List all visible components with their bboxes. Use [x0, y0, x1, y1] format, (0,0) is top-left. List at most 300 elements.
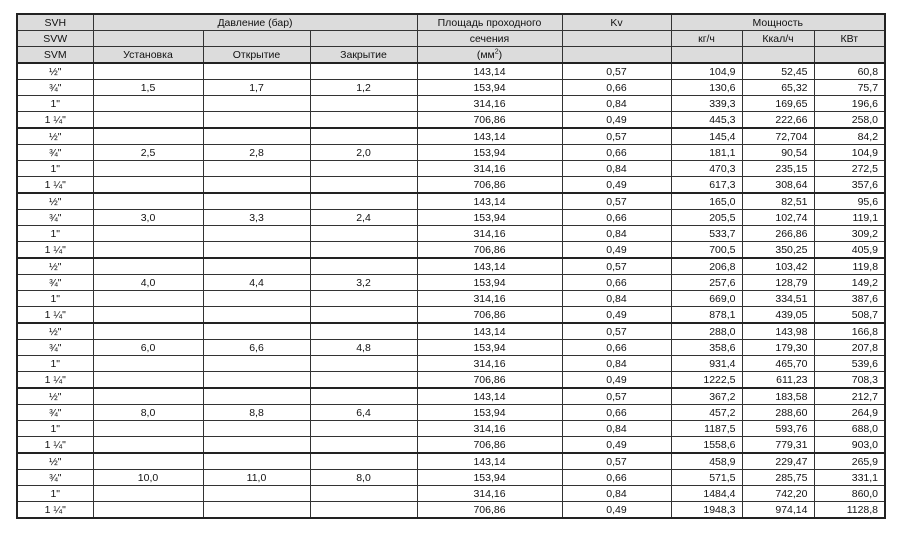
- cell-kv: 0,66: [562, 405, 671, 421]
- cell-power-kw: 708,3: [814, 372, 885, 389]
- cell-opening-pressure: [203, 242, 310, 259]
- cell-closing-pressure: 8,0: [310, 470, 417, 486]
- cell-kv: 0,49: [562, 242, 671, 259]
- cell-closing-pressure: 2,4: [310, 210, 417, 226]
- cell-connection-size: 1 ¼": [17, 437, 93, 454]
- table-row: [17, 356, 885, 372]
- cell-power-kw: 104,9: [814, 145, 885, 161]
- cell-kv: 0,66: [562, 80, 671, 96]
- cell-power-kgh: 205,5: [671, 210, 742, 226]
- cell-kv: 0,57: [562, 388, 671, 405]
- cell-power-kgh: 1558,6: [671, 437, 742, 454]
- cell-power-kgh: 145,4: [671, 128, 742, 145]
- header-area-line1: Площадь проходного: [417, 14, 562, 31]
- table-row: [17, 388, 885, 405]
- cell-power-kcalh: 742,20: [742, 486, 814, 502]
- cell-connection-size: ½": [17, 258, 93, 275]
- cell-opening-pressure: [203, 307, 310, 324]
- cell-power-kgh: 257,6: [671, 275, 742, 291]
- table-row: [17, 258, 885, 275]
- cell-power-kcalh: 183,58: [742, 388, 814, 405]
- cell-power-kcalh: 72,704: [742, 128, 814, 145]
- cell-kv: 0,49: [562, 307, 671, 324]
- cell-flow-area: 706,86: [417, 112, 562, 129]
- cell-power-kw: 688,0: [814, 421, 885, 437]
- cell-power-kw: 539,6: [814, 356, 885, 372]
- cell-closing-pressure: [310, 502, 417, 519]
- cell-connection-size: 1": [17, 421, 93, 437]
- cell-power-kgh: 1187,5: [671, 421, 742, 437]
- cell-opening-pressure: [203, 437, 310, 454]
- table-row: [17, 437, 885, 454]
- cell-power-kgh: 130,6: [671, 80, 742, 96]
- table-row: [17, 275, 885, 291]
- header-kv: Kv: [562, 14, 671, 31]
- cell-power-kw: 166,8: [814, 323, 885, 340]
- cell-kv: 0,84: [562, 356, 671, 372]
- cell-power-kcalh: 169,65: [742, 96, 814, 112]
- cell-closing-pressure: [310, 372, 417, 389]
- cell-kv: 0,84: [562, 421, 671, 437]
- cell-power-kcalh: 65,32: [742, 80, 814, 96]
- cell-power-kgh: 445,3: [671, 112, 742, 129]
- cell-power-kcalh: 235,15: [742, 161, 814, 177]
- cell-power-kw: 207,8: [814, 340, 885, 356]
- cell-setting-pressure: [93, 291, 203, 307]
- cell-kv: 0,84: [562, 226, 671, 242]
- cell-opening-pressure: 1,7: [203, 80, 310, 96]
- cell-power-kcalh: 974,14: [742, 502, 814, 519]
- cell-power-kw: 405,9: [814, 242, 885, 259]
- cell-setting-pressure: [93, 177, 203, 194]
- cell-setting-pressure: 6,0: [93, 340, 203, 356]
- cell-closing-pressure: [310, 307, 417, 324]
- cell-kv: 0,49: [562, 372, 671, 389]
- header-opening: Открытие: [203, 47, 310, 64]
- cell-power-kgh: 367,2: [671, 388, 742, 405]
- cell-kv: 0,66: [562, 145, 671, 161]
- cell-flow-area: 153,94: [417, 405, 562, 421]
- table-row: [17, 226, 885, 242]
- cell-power-kw: 309,2: [814, 226, 885, 242]
- cell-power-kcalh: 288,60: [742, 405, 814, 421]
- cell-power-kgh: 470,3: [671, 161, 742, 177]
- cell-closing-pressure: [310, 128, 417, 145]
- cell-kv: 0,49: [562, 112, 671, 129]
- cell-flow-area: 706,86: [417, 177, 562, 194]
- cell-power-kw: 860,0: [814, 486, 885, 502]
- header-area-line2: сечения: [417, 31, 562, 47]
- cell-opening-pressure: [203, 96, 310, 112]
- table-row: [17, 96, 885, 112]
- cell-flow-area: 143,14: [417, 193, 562, 210]
- cell-setting-pressure: [93, 437, 203, 454]
- table-row: [17, 112, 885, 129]
- cell-power-kcalh: 90,54: [742, 145, 814, 161]
- header-row-2: [17, 31, 885, 47]
- table-row: [17, 372, 885, 389]
- header-blank-cell: [562, 47, 671, 64]
- cell-power-kcalh: 285,75: [742, 470, 814, 486]
- table-row: [17, 307, 885, 324]
- cell-flow-area: 314,16: [417, 486, 562, 502]
- cell-flow-area: 153,94: [417, 275, 562, 291]
- cell-closing-pressure: [310, 63, 417, 80]
- cell-power-kgh: 700,5: [671, 242, 742, 259]
- cell-flow-area: 143,14: [417, 323, 562, 340]
- table-row: [17, 323, 885, 340]
- header-kcalh: Ккал/ч: [742, 31, 814, 47]
- cell-power-kgh: 1222,5: [671, 372, 742, 389]
- header-blank-cell: [562, 31, 671, 47]
- header-model-svw: SVW: [17, 31, 93, 47]
- cell-power-kgh: 533,7: [671, 226, 742, 242]
- cell-power-kw: 212,7: [814, 388, 885, 405]
- cell-connection-size: ¾": [17, 470, 93, 486]
- cell-opening-pressure: [203, 258, 310, 275]
- cell-opening-pressure: [203, 453, 310, 470]
- cell-connection-size: 1": [17, 486, 93, 502]
- header-power: Мощность: [671, 14, 885, 31]
- cell-power-kgh: 617,3: [671, 177, 742, 194]
- cell-flow-area: 143,14: [417, 388, 562, 405]
- cell-closing-pressure: [310, 226, 417, 242]
- cell-setting-pressure: [93, 486, 203, 502]
- cell-flow-area: 143,14: [417, 128, 562, 145]
- cell-flow-area: 314,16: [417, 226, 562, 242]
- cell-closing-pressure: [310, 356, 417, 372]
- cell-closing-pressure: [310, 177, 417, 194]
- header-model-svm: SVM: [17, 47, 93, 64]
- cell-connection-size: ½": [17, 388, 93, 405]
- cell-setting-pressure: [93, 372, 203, 389]
- cell-connection-size: ½": [17, 128, 93, 145]
- cell-power-kcalh: 308,64: [742, 177, 814, 194]
- cell-connection-size: 1": [17, 96, 93, 112]
- cell-connection-size: ½": [17, 323, 93, 340]
- cell-setting-pressure: 4,0: [93, 275, 203, 291]
- cell-setting-pressure: [93, 161, 203, 177]
- cell-power-kcalh: 465,70: [742, 356, 814, 372]
- cell-power-kw: 387,6: [814, 291, 885, 307]
- cell-power-kw: 119,1: [814, 210, 885, 226]
- header-blank-cell: [742, 47, 814, 64]
- cell-opening-pressure: [203, 356, 310, 372]
- cell-flow-area: 706,86: [417, 242, 562, 259]
- cell-power-kw: 196,6: [814, 96, 885, 112]
- table-row: [17, 486, 885, 502]
- cell-flow-area: 314,16: [417, 291, 562, 307]
- cell-kv: 0,66: [562, 210, 671, 226]
- cell-kv: 0,66: [562, 470, 671, 486]
- cell-power-kw: 95,6: [814, 193, 885, 210]
- cell-closing-pressure: [310, 258, 417, 275]
- header-blank-cell: [310, 31, 417, 47]
- cell-kv: 0,57: [562, 323, 671, 340]
- header-row-1: [17, 14, 885, 31]
- cell-power-kgh: 181,1: [671, 145, 742, 161]
- cell-closing-pressure: 6,4: [310, 405, 417, 421]
- cell-power-kw: 119,8: [814, 258, 885, 275]
- table-row: [17, 177, 885, 194]
- valve-spec-table: [16, 13, 886, 519]
- header-closing: Закрытие: [310, 47, 417, 64]
- cell-setting-pressure: [93, 226, 203, 242]
- table-row: [17, 63, 885, 80]
- table-row: [17, 421, 885, 437]
- cell-power-kcalh: 779,31: [742, 437, 814, 454]
- cell-flow-area: 153,94: [417, 470, 562, 486]
- cell-power-kcalh: 128,79: [742, 275, 814, 291]
- cell-flow-area: 706,86: [417, 502, 562, 519]
- cell-closing-pressure: [310, 161, 417, 177]
- cell-closing-pressure: [310, 112, 417, 129]
- cell-opening-pressure: [203, 486, 310, 502]
- cell-setting-pressure: [93, 63, 203, 80]
- cell-setting-pressure: [93, 128, 203, 145]
- cell-connection-size: ¾": [17, 405, 93, 421]
- cell-opening-pressure: [203, 193, 310, 210]
- cell-power-kw: 84,2: [814, 128, 885, 145]
- cell-power-kgh: 104,9: [671, 63, 742, 80]
- cell-power-kcalh: 439,05: [742, 307, 814, 324]
- cell-connection-size: 1": [17, 226, 93, 242]
- cell-power-kw: 264,9: [814, 405, 885, 421]
- cell-power-kgh: 339,3: [671, 96, 742, 112]
- cell-power-kcalh: 334,51: [742, 291, 814, 307]
- cell-opening-pressure: [203, 226, 310, 242]
- cell-opening-pressure: 3,3: [203, 210, 310, 226]
- cell-power-kcalh: 350,25: [742, 242, 814, 259]
- table-row: [17, 210, 885, 226]
- header-blank-cell: [203, 31, 310, 47]
- cell-kv: 0,84: [562, 96, 671, 112]
- cell-power-kcalh: 52,45: [742, 63, 814, 80]
- cell-closing-pressure: 1,2: [310, 80, 417, 96]
- cell-connection-size: ¾": [17, 340, 93, 356]
- cell-power-kcalh: 103,42: [742, 258, 814, 275]
- cell-setting-pressure: [93, 323, 203, 340]
- cell-power-kw: 331,1: [814, 470, 885, 486]
- cell-power-kw: 265,9: [814, 453, 885, 470]
- cell-power-kw: 75,7: [814, 80, 885, 96]
- cell-opening-pressure: [203, 128, 310, 145]
- cell-setting-pressure: [93, 356, 203, 372]
- cell-connection-size: 1 ¼": [17, 307, 93, 324]
- table-row: [17, 291, 885, 307]
- cell-opening-pressure: [203, 502, 310, 519]
- cell-opening-pressure: [203, 372, 310, 389]
- cell-power-kw: 1128,8: [814, 502, 885, 519]
- cell-flow-area: 706,86: [417, 437, 562, 454]
- spec-table-wrapper: [16, 13, 884, 519]
- cell-power-kw: 258,0: [814, 112, 885, 129]
- cell-flow-area: 153,94: [417, 80, 562, 96]
- cell-power-kw: 60,8: [814, 63, 885, 80]
- header-blank-cell: [93, 31, 203, 47]
- table-row: [17, 453, 885, 470]
- cell-power-kgh: 457,2: [671, 405, 742, 421]
- table-row: [17, 128, 885, 145]
- cell-setting-pressure: 10,0: [93, 470, 203, 486]
- cell-flow-area: 153,94: [417, 210, 562, 226]
- header-blank-cell: [814, 47, 885, 64]
- cell-power-kcalh: 266,86: [742, 226, 814, 242]
- cell-opening-pressure: [203, 323, 310, 340]
- cell-opening-pressure: 11,0: [203, 470, 310, 486]
- cell-power-kgh: 878,1: [671, 307, 742, 324]
- cell-power-kgh: 1948,3: [671, 502, 742, 519]
- cell-kv: 0,57: [562, 193, 671, 210]
- cell-closing-pressure: 3,2: [310, 275, 417, 291]
- cell-power-kcalh: 143,98: [742, 323, 814, 340]
- header-kw: КВт: [814, 31, 885, 47]
- cell-power-kw: 149,2: [814, 275, 885, 291]
- cell-kv: 0,84: [562, 486, 671, 502]
- cell-power-kw: 357,6: [814, 177, 885, 194]
- cell-kv: 0,49: [562, 502, 671, 519]
- cell-connection-size: 1 ¼": [17, 502, 93, 519]
- cell-closing-pressure: 2,0: [310, 145, 417, 161]
- header-row-3: [17, 47, 885, 64]
- header-pressure: Давление (бар): [93, 14, 417, 31]
- cell-power-kgh: 165,0: [671, 193, 742, 210]
- cell-setting-pressure: [93, 96, 203, 112]
- cell-kv: 0,57: [562, 63, 671, 80]
- cell-kv: 0,84: [562, 161, 671, 177]
- cell-closing-pressure: [310, 437, 417, 454]
- cell-kv: 0,84: [562, 291, 671, 307]
- cell-setting-pressure: [93, 388, 203, 405]
- cell-connection-size: 1 ¼": [17, 372, 93, 389]
- cell-power-kw: 272,5: [814, 161, 885, 177]
- cell-opening-pressure: 8,8: [203, 405, 310, 421]
- table-row: [17, 502, 885, 519]
- cell-setting-pressure: [93, 193, 203, 210]
- cell-opening-pressure: [203, 388, 310, 405]
- table-row: [17, 161, 885, 177]
- cell-setting-pressure: [93, 421, 203, 437]
- cell-power-kgh: 206,8: [671, 258, 742, 275]
- cell-flow-area: 314,16: [417, 161, 562, 177]
- cell-kv: 0,57: [562, 128, 671, 145]
- cell-flow-area: 314,16: [417, 96, 562, 112]
- cell-opening-pressure: [203, 63, 310, 80]
- cell-power-kcalh: 593,76: [742, 421, 814, 437]
- cell-connection-size: ¾": [17, 145, 93, 161]
- cell-flow-area: 153,94: [417, 145, 562, 161]
- cell-power-kcalh: 82,51: [742, 193, 814, 210]
- cell-kv: 0,66: [562, 275, 671, 291]
- header-area-unit: [417, 47, 562, 64]
- cell-kv: 0,57: [562, 258, 671, 275]
- table-row: [17, 193, 885, 210]
- table-row: [17, 405, 885, 421]
- cell-flow-area: 153,94: [417, 340, 562, 356]
- cell-closing-pressure: [310, 323, 417, 340]
- cell-flow-area: 314,16: [417, 356, 562, 372]
- cell-power-kcalh: 229,47: [742, 453, 814, 470]
- header-model-svh: SVH: [17, 14, 93, 31]
- cell-closing-pressure: [310, 96, 417, 112]
- cell-power-kw: 903,0: [814, 437, 885, 454]
- cell-power-kgh: 458,9: [671, 453, 742, 470]
- cell-connection-size: 1 ¼": [17, 242, 93, 259]
- cell-power-kgh: 1484,4: [671, 486, 742, 502]
- cell-setting-pressure: [93, 242, 203, 259]
- cell-setting-pressure: 8,0: [93, 405, 203, 421]
- cell-closing-pressure: [310, 242, 417, 259]
- cell-setting-pressure: [93, 502, 203, 519]
- cell-opening-pressure: [203, 291, 310, 307]
- area-unit-close: ): [498, 48, 503, 61]
- table-row: [17, 470, 885, 486]
- cell-power-kgh: 288,0: [671, 323, 742, 340]
- cell-flow-area: 143,14: [417, 258, 562, 275]
- cell-connection-size: ½": [17, 63, 93, 80]
- cell-connection-size: 1": [17, 161, 93, 177]
- cell-flow-area: 143,14: [417, 63, 562, 80]
- cell-closing-pressure: [310, 453, 417, 470]
- cell-flow-area: 706,86: [417, 307, 562, 324]
- cell-kv: 0,49: [562, 437, 671, 454]
- table-row: [17, 340, 885, 356]
- cell-kv: 0,66: [562, 340, 671, 356]
- header-blank-cell: [671, 47, 742, 64]
- cell-flow-area: 706,86: [417, 372, 562, 389]
- cell-connection-size: 1 ¼": [17, 177, 93, 194]
- cell-power-kcalh: 179,30: [742, 340, 814, 356]
- cell-power-kcalh: 611,23: [742, 372, 814, 389]
- cell-power-kgh: 931,4: [671, 356, 742, 372]
- cell-connection-size: ½": [17, 453, 93, 470]
- cell-power-kw: 508,7: [814, 307, 885, 324]
- table-row: [17, 145, 885, 161]
- cell-kv: 0,57: [562, 453, 671, 470]
- cell-opening-pressure: 2,8: [203, 145, 310, 161]
- cell-connection-size: 1": [17, 291, 93, 307]
- cell-setting-pressure: [93, 453, 203, 470]
- cell-opening-pressure: [203, 177, 310, 194]
- cell-opening-pressure: 4,4: [203, 275, 310, 291]
- cell-power-kgh: 571,5: [671, 470, 742, 486]
- cell-connection-size: 1 ¼": [17, 112, 93, 129]
- cell-power-kgh: 358,6: [671, 340, 742, 356]
- cell-flow-area: 314,16: [417, 421, 562, 437]
- cell-closing-pressure: [310, 486, 417, 502]
- cell-closing-pressure: [310, 193, 417, 210]
- table-body: [17, 14, 885, 518]
- cell-setting-pressure: 3,0: [93, 210, 203, 226]
- header-kgh: кг/ч: [671, 31, 742, 47]
- cell-closing-pressure: [310, 388, 417, 405]
- header-setting: Установка: [93, 47, 203, 64]
- cell-connection-size: ¾": [17, 275, 93, 291]
- cell-closing-pressure: [310, 421, 417, 437]
- cell-opening-pressure: [203, 421, 310, 437]
- cell-opening-pressure: [203, 112, 310, 129]
- cell-power-kcalh: 102,74: [742, 210, 814, 226]
- cell-connection-size: ¾": [17, 210, 93, 226]
- cell-setting-pressure: [93, 307, 203, 324]
- area-unit-superscript: 2: [494, 48, 499, 55]
- cell-opening-pressure: [203, 161, 310, 177]
- cell-closing-pressure: 4,8: [310, 340, 417, 356]
- cell-opening-pressure: 6,6: [203, 340, 310, 356]
- cell-connection-size: ¾": [17, 80, 93, 96]
- cell-flow-area: 143,14: [417, 453, 562, 470]
- cell-setting-pressure: 1,5: [93, 80, 203, 96]
